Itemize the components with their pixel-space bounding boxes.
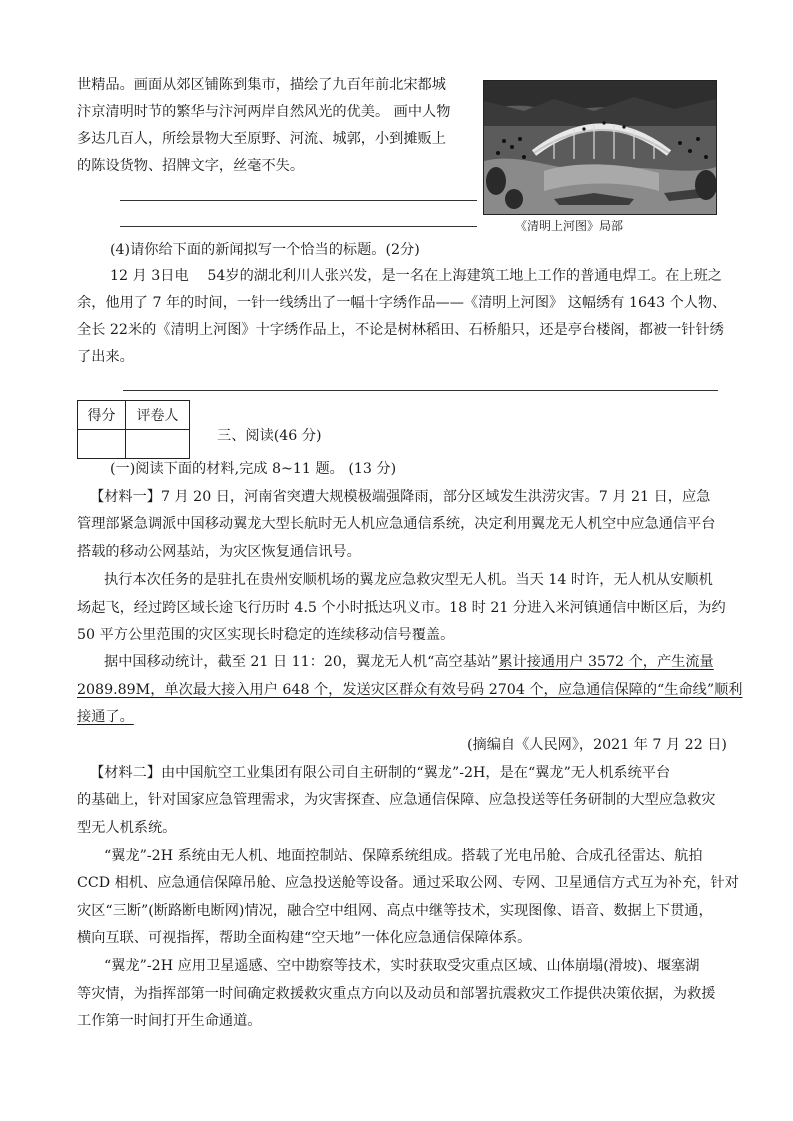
section-title: 三、阅读(46 分) xyxy=(217,428,322,444)
para1-line-1: 世精品。画面从郊区铺陈到集市，描绘了九百年前北宋都城 xyxy=(77,77,446,93)
material2-line: 横向互联、可视指挥，帮助全面构建“空天地”一体化应急通信保障体系。 xyxy=(77,930,532,946)
material1-line: 搭载的移动公网基站，为灾区恢复通信讯号。 xyxy=(77,544,361,560)
news-line-2: 余，他用了 7 年的时间，一针一线绣出了一幅十字绣作品——《清明上河图》 这幅绣有 1643 个人物、 xyxy=(77,295,727,311)
question-4-prompt: (4)请你给下面的新闻拟写一个恰当的标题。(2分) xyxy=(110,242,420,258)
material2-line: 工作第一时间打开生命通道。 xyxy=(77,1013,262,1029)
material2-line: 灾区“三断”(断路断电断网)情况，融合空中组网、高点中继等技术，实现图像、语音、数据上下贯通， xyxy=(77,903,713,919)
part1-instruction: (一)阅读下面的材料,完成 8~11 题。 (13 分) xyxy=(110,461,397,477)
material1-line: 50 平方公里范围的灾区实现长时稳定的连续移动信号覆盖。 xyxy=(77,627,455,643)
score-cell[interactable] xyxy=(78,430,126,459)
material2-line: 【材料二】由中国航空工业集团有限公司自主研制的“翼龙”-2H，是在“翼龙”无人机系统平台 xyxy=(90,765,671,781)
answer-line xyxy=(120,200,477,201)
score-table xyxy=(77,400,190,459)
stat-underlined-line: 接通了。 xyxy=(77,709,134,725)
para1-line-4: 的陈设货物、招牌文字，丝毫不失。 xyxy=(77,158,305,174)
material1-line: 【材料一】7 月 20 日，河南省突遭大规模极端强降雨，部分区域发生洪涝灾害。7 月 21 日，应急 xyxy=(90,489,711,505)
material2-line: 型无人机系统。 xyxy=(77,820,177,836)
answer-line xyxy=(120,226,477,227)
news-line-1: 12 月 3日电 54岁的湖北利川人张兴发，是一名在上海建筑工地上工作的普通电焊工。在上班之 xyxy=(110,268,722,284)
news-line-4: 了出来。 xyxy=(77,349,134,365)
title-answer-line xyxy=(123,390,718,391)
material1-line: 执行本次任务的是驻扎在贵州安顺机场的翼龙应急救灾型无人机。当天 14 时许，无人机从安顺机 xyxy=(104,572,713,588)
qingming-painting-image xyxy=(483,80,717,215)
para1-line-3: 多达几百人，所绘景物大至原野、河流、城郭，小到摊贩上 xyxy=(77,131,446,147)
material1-line: 场起飞，经过跨区域长途飞行历时 4.5 个小时抵达巩义市。18 时 21 分进入米河镇通信中断区后，为约 xyxy=(77,600,726,616)
material2-line: CCD 相机、应急通信保障吊舱、应急投送舱等设备。通过采取公网、专网、卫星通信方式互为补充，针对 xyxy=(77,875,739,891)
material2-line: “翼龙”-2H 应用卫星遥感、空中勘察等技术，实时获取受灾重点区域、山体崩塌(滑坡)、堰塞湖 xyxy=(104,958,700,974)
stat-intro: 据中国移动统计，截至 21 日 11：20，翼龙无人机“高空基站” xyxy=(104,654,499,670)
grader-label: 评卷人 xyxy=(126,401,190,430)
material2-line: 等灾情，为指挥部第一时间确定救援救灾重点方向以及动员和部署抗震救灾工作提供决策依据，为救援 xyxy=(77,986,716,1002)
news-line-3: 全长 22米的《清明上河图》十字绣作品上，不论是树林稻田、石桥船只，还是亭台楼阁，都被一针针绣 xyxy=(77,322,724,338)
figure-caption: 《清明上河图》局部 xyxy=(515,219,624,233)
material2-line: “翼龙”-2H 系统由无人机、地面控制站、保障系统组成。搭载了光电吊舱、合成孔径雷达、航拍 xyxy=(104,848,703,864)
material1-source: (摘编自《人民网》，2021 年 7 月 22 日) xyxy=(467,737,727,753)
material1-line xyxy=(104,652,714,672)
para1-line-2: 汴京清明时节的繁华与汴河两岸自然风光的优美。 画中人物 xyxy=(77,104,451,120)
score-label: 得分 xyxy=(78,401,126,430)
material2-line: 的基础上，针对国家应急管理需求，为灾害探查、应急通信保障、应急投送等任务研制的大型应急救灾 xyxy=(77,792,716,808)
stat-underlined: 累计接通用户 3572 个，产生流量 xyxy=(498,654,714,670)
grader-cell[interactable] xyxy=(126,430,190,459)
stat-underlined-line: 2089.89M，单次最大接入用户 648 个，发送灾区群众有效号码 2704 个，应急通信保障的“生命线”顺利 xyxy=(77,682,743,698)
material1-line: 管理部紧急调派中国移动翼龙大型长航时无人机应急通信系统，决定利用翼龙无人机空中应急通信平台 xyxy=(77,516,716,532)
painting-illustration xyxy=(484,81,716,214)
